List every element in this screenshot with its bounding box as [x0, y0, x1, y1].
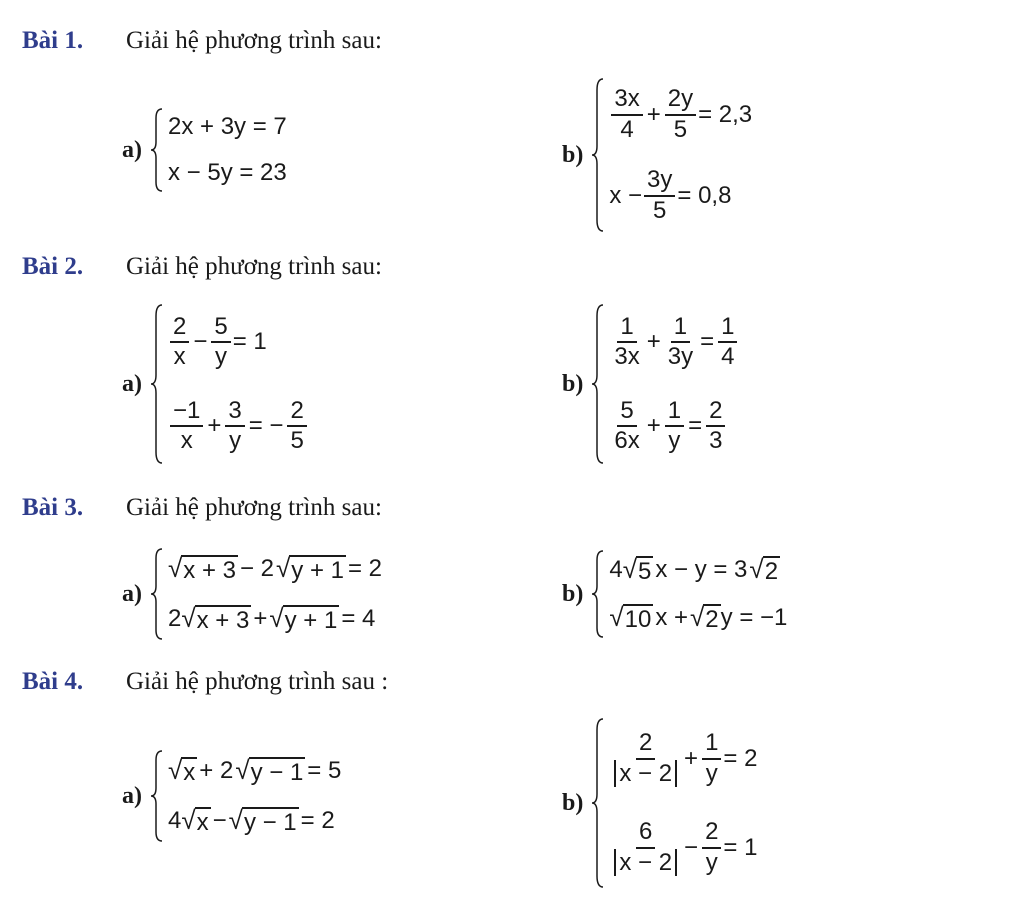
part-label: b) — [562, 789, 584, 816]
fraction: 3x 4 — [611, 86, 642, 143]
exercise-4-part-b — [562, 718, 757, 888]
fraction: 1 3x — [614, 312, 640, 370]
left-brace — [150, 750, 164, 842]
exercise-3-heading — [22, 494, 382, 522]
fraction: −1 x — [170, 398, 203, 455]
fraction: 2 x − 2 — [611, 730, 680, 787]
equation-system — [591, 550, 787, 638]
fraction: $\frac{2}{y}$ — [702, 819, 721, 876]
left-brace — [591, 718, 605, 888]
exercise-1-part-a — [122, 108, 287, 192]
exercise-title: Giải hệ phương trình sau: — [126, 494, 382, 521]
equation-system — [150, 304, 309, 464]
left-brace — [591, 78, 605, 232]
fraction: $\frac{3}{y}$ — [225, 398, 244, 455]
part-label: a) — [122, 370, 142, 397]
square-root: √ x — [168, 754, 196, 786]
part-label: a) — [122, 782, 142, 809]
square-root: √ y + 1 — [269, 602, 338, 634]
part-label: a) — [122, 136, 142, 163]
equation-system — [591, 78, 752, 232]
fraction: $\frac{2}{3}$ — [706, 398, 725, 455]
square-root: √ 10 — [609, 601, 652, 633]
equation-system — [591, 304, 739, 464]
exercise-3-part-a — [122, 548, 384, 640]
part-label: a) — [122, 580, 142, 607]
exercise-3-part-b — [562, 550, 787, 638]
square-root: √ 2 — [690, 601, 719, 633]
exercise-number: Bài 1. — [22, 27, 84, 54]
absolute-value: x − 2 — [614, 849, 677, 876]
fraction: $\frac{2y}{5}$ — [665, 86, 696, 143]
equation: √ x + 2 √ y − 1 = 5 — [168, 754, 342, 786]
equation: √ x + 3 − 2 √ y + 1 = 2 — [168, 552, 383, 584]
equation: 2 x − $\frac{5}{y}$ = 1 — [168, 314, 309, 371]
fraction: $\frac{1}{3y}$ — [667, 312, 694, 370]
square-root: √ x + 3 — [181, 602, 250, 634]
fraction: $\frac{1}{4}$ — [718, 314, 737, 371]
exercise-title: Giải hệ phương trình sau: — [126, 253, 382, 280]
exercise-2-part-a — [122, 304, 309, 464]
fraction: $\frac{2}{5}$ — [287, 398, 306, 455]
square-root: √ x — [181, 804, 209, 836]
equation-system — [150, 548, 384, 640]
exercise-2-heading — [22, 253, 382, 281]
equation: 4 √ 5 x − y = 3 √ 2 — [609, 553, 779, 585]
equation: 2 √ x + 3 + √ y + 1 = 4 — [168, 602, 376, 634]
square-root: √ 5 — [622, 553, 652, 585]
equation: 3x 4 + $\frac{2y}{5}$ = 2,3 — [609, 86, 752, 143]
left-brace — [591, 550, 605, 638]
fraction: $\frac{1}{y}$ — [702, 730, 721, 787]
square-root: √ 2 — [749, 553, 779, 585]
equation: −1 x + $\frac{3}{y}$ = − $\frac{2}{5}$ — [168, 398, 309, 455]
part-label: b) — [562, 141, 584, 168]
equation-system — [150, 108, 287, 192]
exercise-number: Bài 2. — [22, 253, 84, 280]
square-root: √ y − 1 — [228, 804, 297, 836]
exercise-4-heading — [22, 668, 388, 696]
fraction: 6 x − 2 — [611, 819, 680, 876]
fraction: $\frac{1}{y}$ — [665, 398, 684, 455]
equation-system — [150, 750, 343, 842]
square-root: √ x + 3 — [168, 552, 236, 584]
part-label: b) — [562, 580, 584, 607]
exercise-number: Bài 4. — [22, 668, 84, 695]
exercise-title: Giải hệ phương trình sau: — [126, 27, 382, 54]
fraction: $\frac{3y}{5}$ — [644, 167, 675, 224]
exercise-4-part-a — [122, 750, 343, 842]
square-root: √ y − 1 — [235, 754, 304, 786]
equation: x − $\frac{3y}{5}$ = 0,8 — [609, 166, 732, 224]
absolute-value: x − 2 — [614, 760, 677, 787]
equation: x − 5y = 23 — [168, 159, 287, 187]
exercise-number: Bài 3. — [22, 494, 84, 521]
fraction: $\frac{5}{y}$ — [211, 314, 230, 371]
equation: 2x + 3y = 7 — [168, 113, 287, 141]
left-brace — [150, 108, 164, 192]
equation-system — [591, 718, 757, 888]
equation: 6 x − 2 − $\frac{2}{y}$ = 1 — [609, 819, 757, 876]
fraction: 5 6x — [614, 396, 640, 454]
equation: 4 √ x − √ y − 1 = 2 — [168, 804, 335, 836]
equation: √ 10 x + √ 2 y = −1 — [609, 601, 788, 633]
left-brace — [150, 304, 164, 464]
equation: 1 3x + $\frac{1}{3y}$ = $\frac{1}{4}$ — [609, 314, 739, 371]
square-root: √ y + 1 — [276, 552, 344, 584]
left-brace — [591, 304, 605, 464]
left-brace — [150, 548, 164, 640]
fraction: 2 x — [170, 314, 189, 371]
equation: 5 6x + $\frac{1}{y}$ = $\frac{2}{3}$ — [609, 398, 739, 455]
exercise-2-part-b — [562, 304, 739, 464]
exercise-1-heading — [22, 27, 382, 55]
equation: 2 x − 2 + $\frac{1}{y}$ = 2 — [609, 730, 757, 787]
exercise-1-part-b — [562, 78, 752, 232]
part-label: b) — [562, 370, 584, 397]
exercise-title: Giải hệ phương trình sau : — [126, 668, 389, 695]
